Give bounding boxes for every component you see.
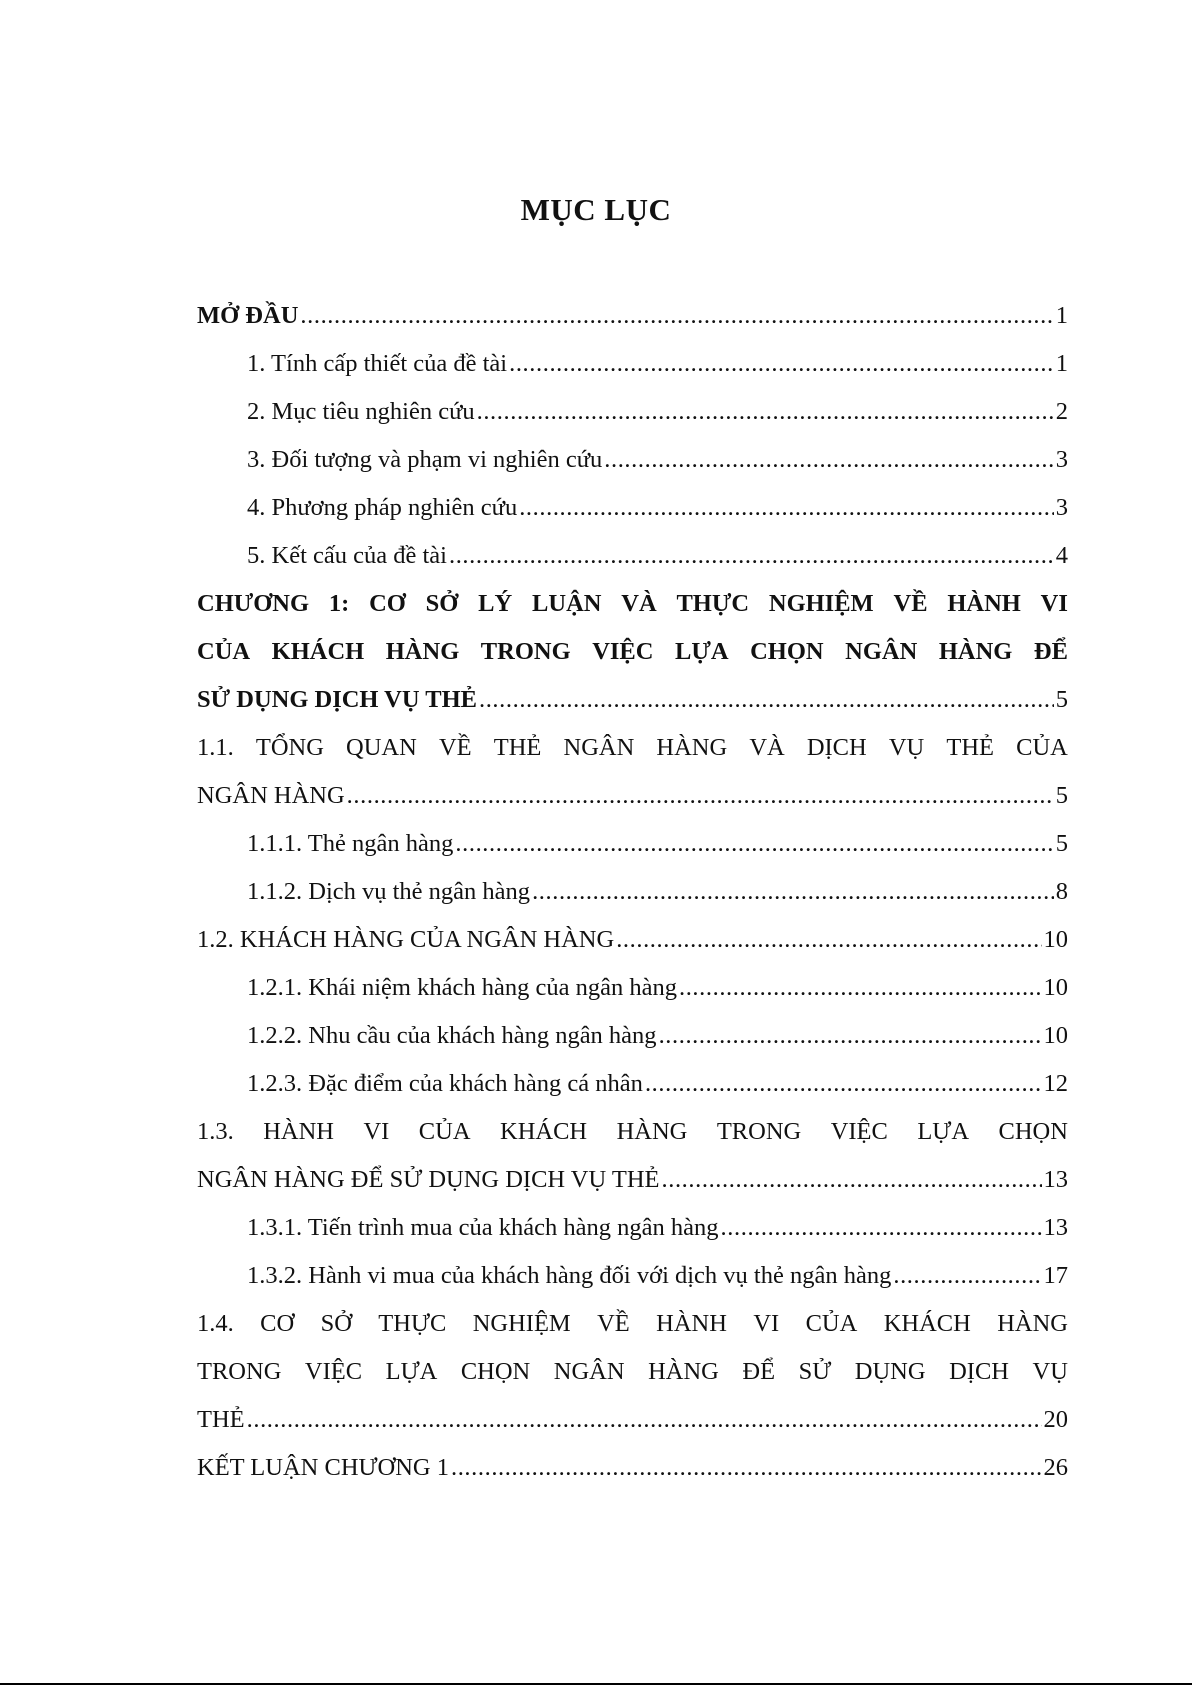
toc-page-number: 10: [1043, 926, 1068, 953]
toc-entry-text: 1.2.1. Khái niệm khách hàng của ngân hàng: [247, 974, 677, 1001]
toc-entry-chapter-1-conclusion[interactable]: [197, 1444, 1068, 1492]
dot-leader: [659, 1012, 1042, 1060]
dot-leader: [347, 772, 1054, 820]
toc-entry[interactable]: [197, 484, 1068, 532]
toc-page-number: 13: [1043, 1166, 1068, 1193]
toc-entry-text: NGÂN HÀNG ĐỂ SỬ DỤNG DỊCH VỤ THẺ: [197, 1166, 660, 1193]
toc-entry-text: 3. Đối tượng và phạm vi nghiên cứu: [247, 446, 603, 473]
dot-leader: [893, 1252, 1041, 1300]
toc-entry-text: 1.1.1. Thẻ ngân hàng: [247, 830, 454, 857]
toc-entry-section-1-3[interactable]: [197, 1108, 1068, 1204]
toc-page-number: 20: [1043, 1406, 1068, 1433]
toc-page-number: 17: [1043, 1262, 1068, 1289]
dot-leader: [247, 1396, 1042, 1444]
toc-entry-text: MỞ ĐẦU: [197, 302, 299, 329]
toc-entry-text: 1.2.2. Nhu cầu của khách hàng ngân hàng: [247, 1022, 657, 1049]
dot-leader: [519, 484, 1054, 532]
toc-page-number: 26: [1043, 1454, 1068, 1481]
toc-entry[interactable]: [197, 388, 1068, 436]
toc-page-number: 1: [1055, 350, 1068, 377]
toc-entry-text: 1.2. KHÁCH HÀNG CỦA NGÂN HÀNG: [197, 926, 615, 953]
toc-entry-text: SỬ DỤNG DỊCH VỤ THẺ: [197, 686, 477, 713]
toc-page-number: 13: [1043, 1214, 1068, 1241]
toc-entry-text: KẾT LUẬN CHƯƠNG 1: [197, 1454, 449, 1481]
table-of-contents: [197, 292, 1068, 1492]
dot-leader: [509, 340, 1054, 388]
toc-page-number: 10: [1043, 1022, 1068, 1049]
dot-leader: [604, 436, 1054, 484]
toc-entry-line: TRONG VIỆC LỰA CHỌN NGÂN HÀNG ĐỂ SỬ DỤNG DỊCH VỤ: [197, 1358, 1068, 1385]
toc-entry-mo-dau[interactable]: [197, 292, 1068, 340]
toc-entry-section-1-2[interactable]: [197, 916, 1068, 964]
toc-page-number: 5: [1055, 686, 1068, 713]
toc-entry[interactable]: [197, 532, 1068, 580]
toc-page-number: 1: [1055, 302, 1068, 329]
toc-entry-text: 1.3.1. Tiến trình mua của khách hàng ngân hàng: [247, 1214, 719, 1241]
toc-entry-line: CỦA KHÁCH HÀNG TRONG VIỆC LỰA CHỌN NGÂN HÀNG ĐỂ: [197, 638, 1068, 665]
toc-entry-line: 1.1. TỔNG QUAN VỀ THẺ NGÂN HÀNG VÀ DỊCH VỤ THẺ CỦA: [197, 734, 1068, 761]
toc-entry[interactable]: [197, 1252, 1068, 1300]
toc-entry-line: 1.4. CƠ SỞ THỰC NGHIỆM VỀ HÀNH VI CỦA KHÁCH HÀNG: [197, 1310, 1068, 1337]
toc-entry-section-1-1[interactable]: [197, 724, 1068, 820]
toc-page-number: 12: [1043, 1070, 1068, 1097]
toc-page-number: 2: [1055, 398, 1068, 425]
dot-leader: [616, 916, 1041, 964]
dot-leader: [532, 868, 1054, 916]
toc-entry[interactable]: [197, 868, 1068, 916]
toc-page-number: 3: [1055, 494, 1068, 521]
toc-entry-section-1-4[interactable]: [197, 1300, 1068, 1444]
dot-leader: [479, 676, 1054, 724]
toc-entry[interactable]: [197, 1012, 1068, 1060]
toc-entry-text: 2. Mục tiêu nghiên cứu: [247, 398, 475, 425]
toc-entry-text: NGÂN HÀNG: [197, 782, 345, 809]
toc-page-number: 10: [1043, 974, 1068, 1001]
toc-entry-text: THẺ: [197, 1406, 245, 1433]
toc-entry-chapter-1[interactable]: [197, 580, 1068, 724]
toc-page-number: 8: [1055, 878, 1068, 905]
toc-entry[interactable]: [197, 1060, 1068, 1108]
toc-entry-line: CHƯƠNG 1: CƠ SỞ LÝ LUẬN VÀ THỰC NGHIỆM VỀ HÀNH VI: [197, 590, 1068, 617]
dot-leader: [662, 1156, 1042, 1204]
toc-page-number: 4: [1055, 542, 1068, 569]
toc-entry-line: 1.3. HÀNH VI CỦA KHÁCH HÀNG TRONG VIỆC LỰA CHỌN: [197, 1118, 1068, 1145]
dot-leader: [449, 532, 1054, 580]
toc-page-number: 3: [1055, 446, 1068, 473]
page-title: MỤC LỤC: [520, 192, 672, 227]
toc-entry-text: 1.3.2. Hành vi mua của khách hàng đối với dịch vụ thẻ ngân hàng: [247, 1262, 892, 1289]
toc-page-number: 5: [1055, 830, 1068, 857]
dot-leader: [721, 1204, 1042, 1252]
dot-leader: [477, 388, 1054, 436]
toc-entry[interactable]: [197, 340, 1068, 388]
dot-leader: [300, 292, 1053, 340]
toc-entry-text: 1.2.3. Đặc điểm của khách hàng cá nhân: [247, 1070, 643, 1097]
dot-leader: [679, 964, 1042, 1012]
dot-leader: [451, 1444, 1042, 1492]
dot-leader: [645, 1060, 1042, 1108]
toc-entry[interactable]: [197, 964, 1068, 1012]
toc-entry-text: 1. Tính cấp thiết của đề tài: [247, 350, 508, 377]
toc-entry[interactable]: [197, 436, 1068, 484]
toc-entry[interactable]: [197, 820, 1068, 868]
toc-entry-text: 1.1.2. Dịch vụ thẻ ngân hàng: [247, 878, 531, 905]
toc-page-number: 5: [1055, 782, 1068, 809]
toc-entry-text: 5. Kết cấu của đề tài: [247, 542, 447, 569]
dot-leader: [455, 820, 1053, 868]
toc-entry-text: 4. Phương pháp nghiên cứu: [247, 494, 518, 521]
toc-entry[interactable]: [197, 1204, 1068, 1252]
